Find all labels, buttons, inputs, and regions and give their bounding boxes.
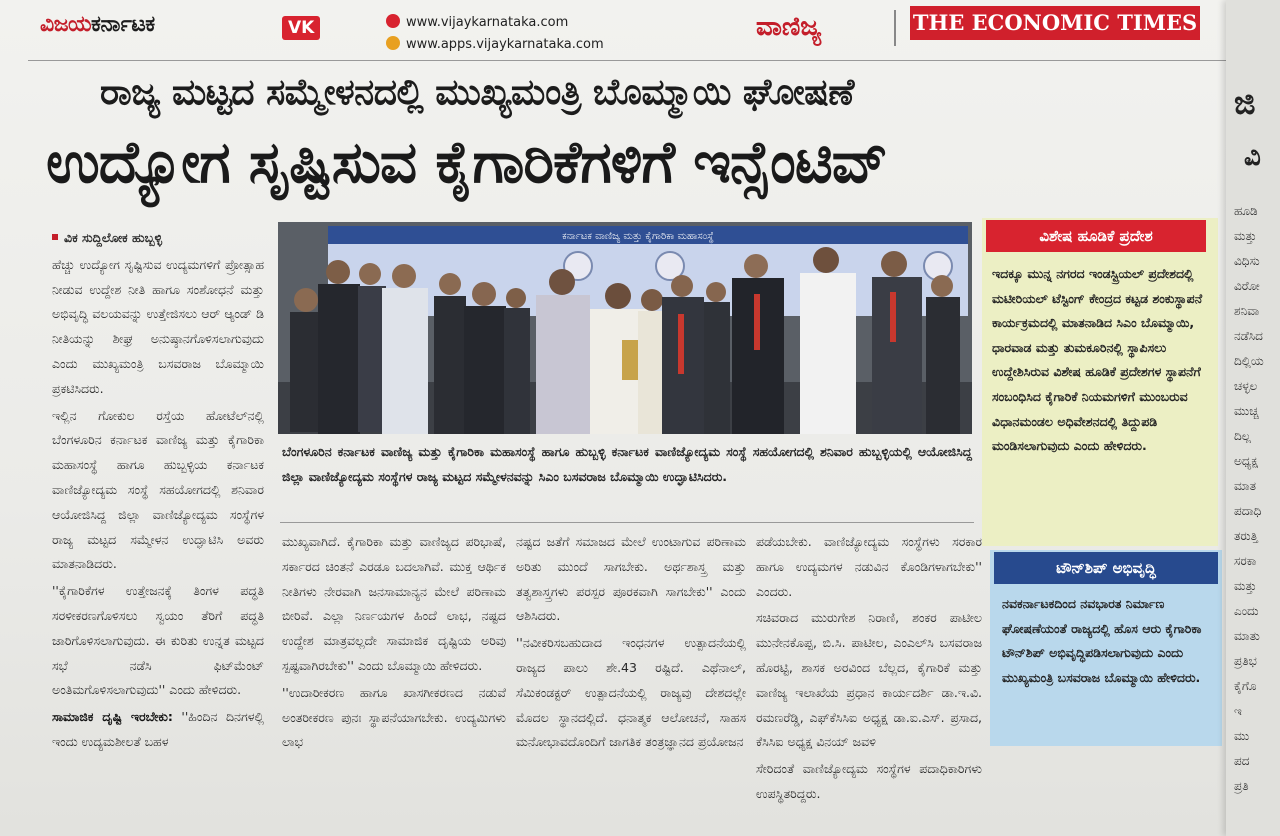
adjacent-text-line: ತರುತ್ತಿ <box>1234 529 1258 543</box>
adjacent-text-line: ಇ <box>1234 704 1242 718</box>
paragraph: ಸೇರಿದಂತೆ ವಾಣಿಜ್ಯೋದ್ಯಮ ಸಂಸ್ಥೆಗಳ ಪದಾಧಿಕಾರಿಗಳು ಉಪಸ್ಥಿತರಿದ್ದರು. <box>756 761 982 801</box>
sidebar-box-investment-region <box>982 218 1218 546</box>
adjacent-text-line: ಅಧ್ಯಕ್ಷ <box>1234 454 1258 468</box>
app-icon <box>386 36 400 50</box>
event-photo <box>278 222 972 434</box>
adjacent-text-line: ಮಾತ <box>1234 479 1257 493</box>
main-headline: ಉದ್ಯೋಗ ಸೃಷ್ಟಿಸುವ ಕೈಗಾರಿಕೆಗಳಿಗೆ ಇನ್ಸೆಂಟಿವ್ <box>46 128 887 196</box>
adjacent-text-line: ಚಳ್ಳಲ <box>1234 379 1258 393</box>
sidebar-box-text: ನವಕರ್ನಾಟಕದಿಂದ ನವಭಾರತ ನಿರ್ಮಾಣ ಘೋಷಣೆಯಂತೆ ರಾಜ್ಯದಲ್ಲಿ ಹೊಸ ಆರು ಕೈಗಾರಿಕಾ ಟೌನ್‌ಶಿಪ್ ಅಭಿವೃದ್ಧಿಪಡಿಸಲಾಗುವುದು ಎಂದು ಮುಖ್ಯಮಂತ್ರಿ ಬಸವರಾಜ ಬೊಮ್ಮಾಯಿ ಹೇಳಿದರು. <box>1002 596 1202 685</box>
article-column-3 <box>516 530 746 830</box>
sidebar-box-township <box>990 550 1222 746</box>
sub-headline: ರಾಜ್ಯ ಮಟ್ಟದ ಸಮ್ಮೇಳನದಲ್ಲಿ ಮುಖ್ಯಮಂತ್ರಿ ಬೊಮ್ಮಾಯಿ ಘೋಷಣೆ <box>100 72 854 113</box>
caption-rule <box>280 522 974 523</box>
sidebar-box-title: ವಿಶೇಷ ಹೂಡಿಕೆ ಪ್ರದೇಶ <box>986 220 1206 252</box>
adjacent-headline-2: ವಿ <box>1244 142 1261 172</box>
apps-url-text: www.apps.vijaykarnataka.com <box>406 37 604 52</box>
adjacent-text-line: ಮತ್ತು <box>1234 229 1257 243</box>
economic-times-logo: THE ECONOMIC TIMES <box>910 6 1200 40</box>
byline-text: ವಿಕ ಸುದ್ದಿಲೋಕ ಹುಬ್ಬಳ್ಳಿ <box>64 230 163 245</box>
vk-badge: VK <box>282 16 320 40</box>
globe-icon <box>386 14 400 28</box>
sidebar-box-text: ಇದಕ್ಕೂ ಮುನ್ನ ನಗರದ ಇಂಡಸ್ಟ್ರಿಯಲ್ ಪ್ರದೇಶದಲ್ಲಿ ಮಟೀರಿಯಲ್ ಟೆಸ್ಟಿಂಗ್ ಕೇಂದ್ರದ ಕಟ್ಟಡ ಶಂಕುಸ್ಥಾಪನೆ ಕಾರ್ಯಕ್ರಮದಲ್ಲಿ ಮಾತನಾಡಿದ ಸಿಎಂ ಬೊಮ್ಮಾಯಿ, ಧಾರವಾಡ ಮತ್ತು ತುಮಕೂರಿನಲ್ಲಿ ಸ್ಥಾಪಿಸಲು ಉದ್ದೇಶಿಸಿರುವ ವಿಶೇಷ ಹೂಡಿಕೆ ಪ್ರದೇಶಗಳ ಸ್ಥಾಪನೆಗೆ ಸಂಬಂಧಿಸಿದ ಕೈಗಾರಿಕೆ ನಿಯಮಗಳಿಗೆ ಮುಂಬರುವ ವಿಧಾನಮಂಡಲ ಅಧಿವೇಶನದಲ್ಲಿ ತಿದ್ದುಪಡಿ ಮಂಡಿಸಲಾಗುವುದು ಎಂದು ಹೇಳಿದರು. <box>992 266 1203 454</box>
masthead <box>0 0 1230 62</box>
adjacent-text-line: ಪದ <box>1234 754 1250 768</box>
article-column-2 <box>282 530 506 830</box>
masthead-divider <box>894 10 896 46</box>
paragraph: ಸಚಿವರಾದ ಮುರುಗೇಶ ನಿರಾಣಿ, ಶಂಕರ ಪಾಟೀಲ ಮುನೇನಕೊಪ್ಪ, ಬಿ.ಸಿ. ಪಾಟೀಲ, ಎಂಎಲ್‌ಸಿ ಬಸವರಾಜ ಹೊರಟ್ಟಿ, ಶಾಸಕ ಅರವಿಂದ ಬೆಲ್ಲದ, ಕೈಗಾರಿಕೆ ಮತ್ತು ವಾಣಿಜ್ಯ ಇಲಾಖೆಯ ಪ್ರಧಾನ ಕಾರ್ಯದರ್ಶಿ ಡಾ.ಇ.ವಿ. ರಮಣರೆಡ್ಡಿ, ಎಫ್‌ಕೆಸಿಸಿಐ ಅಧ್ಯಕ್ಷ ಡಾ.ಐ.ಎಸ್. ಪ್ರಸಾದ, ಕೆಸಿಸಿಐ ಅಧ್ಯಕ್ಷ ವಿನಯ್ ಜವಳಿ <box>756 610 982 750</box>
photo-caption: ಬೆಂಗಳೂರಿನ ಕರ್ನಾಟಕ ವಾಣಿಜ್ಯ ಮತ್ತು ಕೈಗಾರಿಕಾ ಮಹಾಸಂಸ್ಥೆ ಹಾಗೂ ಹುಬ್ಬಳ್ಳಿ ಕರ್ನಾಟಕ ವಾಣಿಜ್ಯೋದ್ಯಮ ಸಂಸ್ಥೆ ಸಹಯೋಗದಲ್ಲಿ ಶನಿವಾರ ಹುಬ್ಬಳ್ಳಿಯಲ್ಲಿ ಆಯೋಜಿಸಿದ್ದ ಜಿಲ್ಲಾ ವಾಣಿಜ್ಯೋದ್ಯಮ ಸಂಸ್ಥೆಗಳ ರಾಜ್ಯ ಮಟ್ಟದ ಸಮ್ಮೇಳನವನ್ನು ಸಿಎಂ ಬಸವರಾಜ ಬೊಮ್ಮಾಯಿ ಉದ್ಘಾಟಿಸಿದರು. <box>282 444 972 484</box>
photo-banner-text: ಕರ್ನಾಟಕ ವಾಣಿಜ್ಯ ಮತ್ತು ಕೈಗಾರಿಕಾ ಮಹಾಸಂಸ್ಥೆ <box>562 231 714 242</box>
adjacent-text-line: ವಿರೋ <box>1234 279 1260 293</box>
adjacent-text-line: ಮು <box>1234 729 1250 743</box>
apps-url <box>386 36 604 52</box>
adjacent-text-line: ಪ್ರತಿ <box>1234 779 1249 793</box>
paragraph-tail: ''ಹಿಂದಿನ ದಿನಗಳಲ್ಲಿ ಇಂದು ಉದ್ಯಮಶೀಲತೆ ಬಹಳ <box>52 709 264 749</box>
paragraph: ''ನವೀಕರಿಸಬಹುದಾದ ಇಂಧನಗಳ ಉತ್ಪಾದನೆಯಲ್ಲಿ ರಾಜ್ಯದ ಪಾಲು ಶೇ.43 ರಷ್ಟಿದೆ. ಎಥೆನಾಲ್, ಸೆಮಿಕಂಡಕ್ಟರ್ ಉತ್ಪಾದನೆಯಲ್ಲಿ ರಾಜ್ಯವು ದೇಶದಲ್ಲೇ ಮೊದಲ ಸ್ಥಾನದಲ್ಲಿದೆ. ಧನಾತ್ಮಕ ಆಲೋಚನೆ, ಸಾಹಸ ಮನೋಭಾವದೊಂದಿಗೆ ಜಾಗತಿಕ ತಂತ್ರಜ್ಞಾನದ ಪ್ರಯೋಜನ <box>516 635 746 750</box>
adjacent-text-line: ಮುಚ್ಚ <box>1234 404 1259 418</box>
paragraph: ನಷ್ಟದ ಜತೆಗೆ ಸಮಾಜದ ಮೇಲೆ ಉಂಟಾಗುವ ಪರಿಣಾಮ ಅರಿತು ಮುಂದೆ ಸಾಗಬೇಕು. ಅರ್ಥಶಾಸ್ತ್ರ ಮತ್ತು ತತ್ವಶಾಸ್ತ್ರಗಳು ಪರಸ್ಪರ ಪೂರಕವಾಗಿ ಸಾಗಬೇಕು'' ಎಂದು ಆಶಿಸಿದರು. <box>516 534 746 624</box>
subhead: ಸಾಮಾಜಿಕ ದೃಷ್ಟಿ ಇರಬೇಕು: <box>52 709 173 725</box>
paragraph: ಪಡೆಯಬೇಕು. ವಾಣಿಜ್ಯೋದ್ಯಮ ಸಂಸ್ಥೆಗಳು ಸರಕಾರ ಹಾಗೂ ಉದ್ಯಮಗಳ ನಡುವಿನ ಕೊಂಡಿಗಳಾಗಬೇಕು'' ಎಂದರು. <box>756 534 982 599</box>
adjacent-text-line: ಪ್ರತಿಭ <box>1234 654 1257 668</box>
adjacent-page-edge <box>1226 0 1280 836</box>
paragraph: ಮುಖ್ಯವಾಗಿದೆ. ಕೈಗಾರಿಕಾ ಮತ್ತು ವಾಣಿಜ್ಯದ ಪರಿಭಾಷೆ, ಸರ್ಕಾರದ ಚಿಂತನೆ ಎರಡೂ ಬದಲಾಗಿವೆ. ಮುಕ್ತ ಆರ್ಥಿಕ ನೀತಿಗಳು ನೇರವಾಗಿ ಜನಸಾಮಾನ್ಯನ ಮೇಲೆ ಪರಿಣಾಮ ಬೀರಿವೆ. ಎಲ್ಲಾ ನಿರ್ಣಯಗಳ ಹಿಂದೆ ಲಾಭ, ನಷ್ಟದ ಉದ್ದೇಶ ಮಾತ್ರವಲ್ಲದೇ ಸಾಮಾಜಿಕ ದೃಷ್ಟಿಯ ಅರಿವು ಸ್ಪಷ್ಟವಾಗಿರಬೇಕು'' ಎಂದು ಬೊಮ್ಮಾಯಿ ಹೇಳಿದರು. <box>282 534 506 673</box>
masthead-rule <box>28 60 1228 61</box>
adjacent-text-line: ದಿಲ್ಲ <box>1234 429 1251 443</box>
adjacent-text-line: ಮತ್ತು <box>1234 579 1257 593</box>
adjacent-text-line: ಪದಾಧಿ <box>1234 504 1262 518</box>
adjacent-text-line: ವಿಧಿಸು <box>1234 254 1260 268</box>
adjacent-text-line: ಮಾತು <box>1234 629 1260 643</box>
adjacent-text-line: ಸರಕಾ <box>1234 554 1257 568</box>
byline <box>52 226 264 251</box>
vijay-karnataka-logo <box>40 12 155 37</box>
paragraph: ಇಲ್ಲಿನ ಗೋಕುಲ ರಸ್ತೆಯ ಹೋಟೆಲ್‌ನಲ್ಲಿ ಬೆಂಗಳೂರಿನ ಕರ್ನಾಟಕ ವಾಣಿಜ್ಯ ಮತ್ತು ಕೈಗಾರಿಕಾ ಮಹಾಸಂಸ್ಥೆ ಹಾಗೂ ಹುಬ್ಬಳ್ಳಿಯ ಕರ್ನಾಟಕ ವಾಣಿಜ್ಯೋದ್ಯಮ ಸಂಸ್ಥೆ ಸಹಯೋಗದಲ್ಲಿ ಶನಿವಾರ ಆಯೋಜಿಸಿದ್ದ ಜಿಲ್ಲಾ ವಾಣಿಜ್ಯೋದ್ಯಮ ಸಂಸ್ಥೆಗಳ ರಾಜ್ಯ ಮಟ್ಟದ ಸಮ್ಮೇಳನ ಉದ್ಘಾಟಿಸಿ ಅವರು ಮಾತನಾಡಿದರು. <box>52 407 264 572</box>
bullet-square-icon <box>52 234 58 240</box>
adjacent-text-line: ಎಂದು <box>1234 604 1259 618</box>
paragraph: ''ಉದಾರೀಕರಣ ಹಾಗೂ ಖಾಸಗೀಕರಣದ ನಡುವೆ ಅಂತರೀಕರಣ ಪುನಃ ಸ್ಥಾಪನೆಯಾಗಬೇಕು. ಉದ್ಯಮಿಗಳು ಲಾಭ <box>282 684 506 750</box>
paragraph <box>52 705 264 755</box>
website-url <box>386 14 568 30</box>
website-url-text: www.vijaykarnataka.com <box>406 15 569 30</box>
adjacent-text-line: ಹೂಡಿ <box>1234 204 1258 218</box>
adjacent-text-line: ಕೈಗೊ <box>1234 679 1257 693</box>
paragraph: ''ಕೈಗಾರಿಕೆಗಳ ಉತ್ತೇಜನಕ್ಕೆ ತಿಂಗಳ ಪದ್ಧತಿ ಸರಳೀಕರಣಗೊಳಿಸಲು ಸ್ವಯಂ ತೆರಿಗೆ ಪದ್ಧತಿ ಜಾರಿಗೊಳಿಸಲಾಗುವುದು. ಈ ಕುರಿತು ಉನ್ನತ ಮಟ್ಟದ ಸಭೆ ನಡೆಸಿ ಫಿಟ್‌ಮೆಂಟ್ ಅಂತಿಮಗೊಳಿಸಲಾಗುವುದು'' ಎಂದು ಹೇಳಿದರು. <box>52 583 264 698</box>
adjacent-text-line: ನಡೆಸಿದ <box>1234 329 1263 343</box>
section-title: ವಾಣಿಜ್ಯ <box>756 12 822 42</box>
paragraph: ಹೆಚ್ಚು ಉದ್ಯೋಗ ಸೃಷ್ಟಿಸುವ ಉದ್ಯಮಗಳಿಗೆ ಪ್ರೋತ್ಸಾಹ ನೀಡುವ ಉದ್ದೇಶ ನೀತಿ ಹಾಗೂ ಸಂಶೋಧನೆ ಮತ್ತು ಅಭಿವೃದ್ಧಿ ವಲಯವನ್ನು ಉತ್ತೇಜಿಸಲು ಆರ್ ಆ್ಯಂಡ್ ಡಿ ನೀತಿಯನ್ನು ಶೀಘ್ರ ಅನುಷ್ಠಾನಗೊಳಿಸಲಾಗುವುದು ಎಂದು ಮುಖ್ಯಮಂತ್ರಿ ಬಸವರಾಜ ಬೊಮ್ಮಾಯಿ ಪ್ರಕಟಿಸಿದರು. <box>52 256 264 396</box>
adjacent-headline: ಜಿ <box>1234 84 1256 122</box>
logo-red-text: ವಿಜಯ <box>40 12 92 37</box>
logo-black-text: ಕರ್ನಾಟಕ <box>91 12 155 37</box>
article-column-4 <box>756 530 982 830</box>
adjacent-text-line: ಶನಿವಾ <box>1234 304 1260 318</box>
article-column-1 <box>52 226 264 826</box>
adjacent-text-line: ದಿಲ್ಲಿಯ <box>1234 354 1264 368</box>
sidebar-box-title: ಟೌನ್‌ಶಿಪ್ ಅಭಿವೃದ್ಧಿ <box>994 552 1218 584</box>
